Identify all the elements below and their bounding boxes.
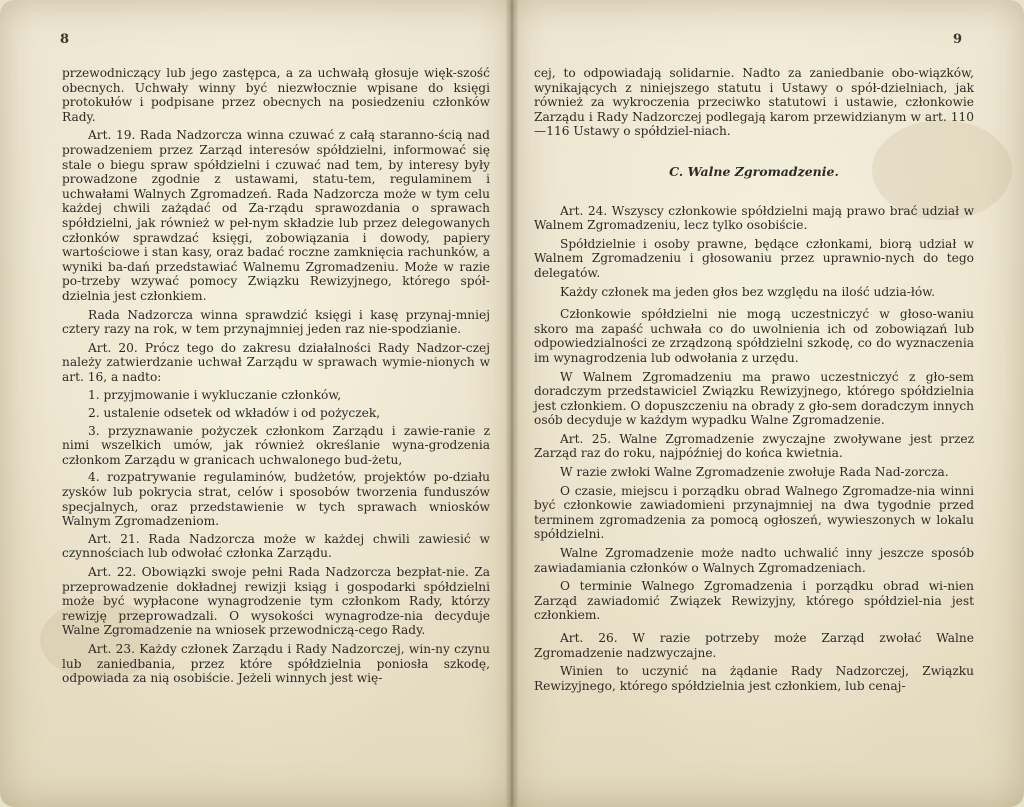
paragraph: 2. ustalenie odsetek od wkładów i od pożyczek, <box>88 406 381 421</box>
left-page-text <box>62 66 490 690</box>
right-page-text <box>534 66 974 697</box>
paragraph: Rada Nadzorcza winna sprawdzić księgi i kasę przynaj-mniej cztery razy na rok, w tem przynajmniej jeden raz nie-spodzianie. <box>62 307 490 337</box>
right-page-number: 9 <box>952 32 962 47</box>
paragraph: Członkowie spółdzielni nie mogą uczestniczyć w głoso-waniu skoro ma zapaść uchwała co do uwolnienia ich od zobowiązań lub odpowiedzialności ze zrządzoną spółdzielni szkodę, co do wyznaczenia im wynagrodzenia lub odwołania z urzędu. <box>534 307 974 365</box>
paragraph: Winien to uczynić na żądanie Rady Nadzorczej, Związku Rewizyjnego, którego spółdzielnia jest członkiem, lub cenaj- <box>534 664 974 693</box>
left-page-number: 8 <box>60 32 70 47</box>
paragraph: Spółdzielnie i osoby prawne, będące członkami, biorą udział w Walnem Zgromadzeniu i głosowaniu przez uprawnio-nych do tego delegatów. <box>534 236 974 280</box>
paragraph: Każdy członek ma jeden głos bez względu na ilość udzia-łów. <box>560 284 936 299</box>
section-heading: C. Walne Zgromadzenie. <box>669 163 839 179</box>
paragraph: 3. przyznawanie pożyczek członkom Zarządu i zawie-ranie z nimi wszelkich umów, jak również określanie wyna-grodzenia członkom Zarządu w granicach uchwalonego bud-żetu, <box>62 423 490 467</box>
paragraph: przewodniczący lub jego zastępca, a za uchwałą głosuje więk-szość obecnych. Uchwały winny być niezwłocznie wpisane do księgi protokułów i podpisane przez obecnych na posiedzeniu członków Rady. <box>62 66 490 124</box>
paragraph: 4. rozpatrywanie regulaminów, budżetów, projektów po-działu zysków lub pokrycia strat, celów i sposobów tworzenia funduszów specjalnych, oraz przedstawienie w tych sprawach wniosków Walnym Zgromadzeniom. <box>62 470 490 529</box>
paragraph: Art. 25. Walne Zgromadzenie zwyczajne zwoływane jest przez Zarząd raz do roku, najpóźniej do końca kwietnia. <box>534 431 974 461</box>
paragraph: Art. 26. W razie potrzeby może Zarząd zwołać Walne Zgromadzenie nadzwyczajne. <box>534 631 974 660</box>
paragraph: Art. 21. Rada Nadzorcza może w każdej chwili zawiesić w czynnościach lub odwołać członka Zarządu. <box>62 531 490 561</box>
paragraph: Art. 23. Każdy członek Zarządu i Rady Nadzorczej, win-ny czynu lub zaniedbania, przez które spółdzielnia poniosła szkodę, odpowiada za nią osobiście. Jeżeli winnych jest wię- <box>62 641 490 686</box>
paragraph: cej, to odpowiadają solidarnie. Nadto za zaniedbanie obo-wiązków, wynikających z niniejszego statutu i Ustawy o spół-dzielniach, jak również za wykroczenia przeciwko statutowi i ustawie, członkowie Zarządu i Rady Nadzorczej podlegają karom przewidzianym w art. 110—116 Ustawy o spółdziel-niach. <box>534 66 974 139</box>
book-gutter <box>505 0 519 807</box>
paragraph: Art. 22. Obowiązki swoje pełni Rada Nadzorcza bezpłat-nie. Za przeprowadzenie dokładnej rewizji ksiąg i gospodarki spółdzielni może być wypłacone wynagrodzenie tym członkom Rady, którzy rewizję przeprowadzali. O wysokości wynagrodze-nia decyduje Walne Zgromadzenie na wniosek przewodniczą-cego Rady. <box>62 565 490 638</box>
paragraph: W razie zwłoki Walne Zgromadzenie zwołuje Rada Nad-zorcza. <box>560 465 949 480</box>
paragraph: O czasie, miejscu i porządku obrad Walnego Zgromadze-nia winni być członkowie zawiadomieni przynajmniej na dwa tygodnie przed terminem zgromadzenia za pomocą ogłoszeń, wywieszonych w lokalu spółdzielni. <box>534 483 974 542</box>
paragraph: Walne Zgromadzenie może nadto uchwalić inny jeszcze sposób zawiadamiania członków o Walnych Zgromadzeniach. <box>534 546 974 575</box>
paragraph: O terminie Walnego Zgromadzenia i porządku obrad wi-nien Zarząd zawiadomić Związek Rewizyjny, którego spółdziel-nia jest członkiem. <box>534 579 974 623</box>
paragraph: 1. przyjmowanie i wykluczanie członków, <box>88 388 342 403</box>
right-page <box>512 0 1024 807</box>
paragraph: Art. 24. Wszyscy członkowie spółdzielni mają prawo brać udział w Walnem Zgromadzeniu, lecz tylko osobiście. <box>534 203 974 233</box>
paragraph: Art. 19. Rada Nadzorcza winna czuwać z całą staranno-ścią nad prowadzeniem przez Zarząd interesów spółdzielni, informować się stale o biegu spraw spółdzielni i czuwać nad tem, by interesy były prowadzone zgodnie z ustawami, statu-tem, regulaminem i uchwałami Walnych Zgromadzeń. Rada Nadzorcza może w tym celu każdej chwili zażądać od Za-rządu sprawozdania o sprawach spółdzielni, jak również w peł-nym składzie lub przez delegowanych członków sprawdzać księgi, zobowiązania i dowody, papiery wartościowe i stan kasy, oraz badać roczne zamknięcia rachunków, a wyniki ba-dań przedstawiać Walnemu Zgromadzeniu. Może w razie po-trzeby wzywać pomocy Związku Rewizyjnego, którego spół-dzielnia jest członkiem. <box>62 128 490 303</box>
paragraph: Art. 20. Prócz tego do zakresu działalności Rady Nadzor-czej należy zatwierdzanie uchwał Zarządu w sprawach wymie-nionych w art. 16, a nadto: <box>62 340 490 384</box>
paragraph: W Walnem Zgromadzeniu ma prawo uczestniczyć z gło-sem doradczym przedstawiciel Związku Rewizyjnego, którego spółdzielnia jest członkiem. O dopuszczeniu na obrady z gło-sem doradczym innych osób decyduje w każdym wypadku Walne Zgromadzenie. <box>534 369 974 428</box>
